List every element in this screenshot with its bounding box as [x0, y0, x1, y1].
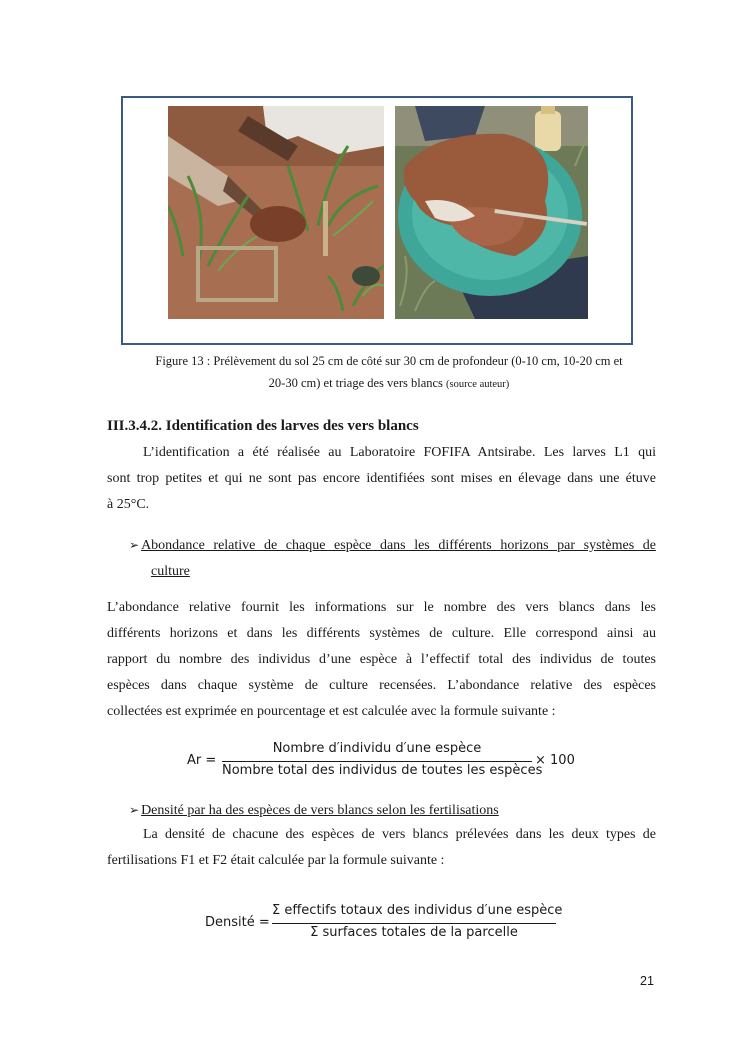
- formula-numerator: Nombre d′individu d′une espèce: [272, 741, 482, 756]
- soil-sorting-image: [395, 106, 588, 319]
- paragraph-line: collectées est exprimée en pourcentage et est calculée avec la formule suivante :: [107, 704, 556, 719]
- paragraph-line: sont trop petites et qui ne sont pas encore identifiées sont mises en élevage dans une étuve: [107, 471, 656, 486]
- bullet-line: [129, 559, 678, 585]
- figure-caption-line1: Figure 13 : Prélèvement du sol 25 cm de côté sur 30 cm de profondeur (0-10 cm, 10-20 cm et: [155, 354, 623, 368]
- paragraph-line: fertilisations F1 et F2 était calculée par la formule suivante :: [107, 853, 445, 868]
- paragraph-density: [107, 822, 656, 874]
- bullet-title: Abondance relative de chaque espèce dans les différents horizons par systèmes de: [141, 538, 656, 553]
- paragraph-line: La densité de chacune des espèces de vers blancs prélevées dans les deux types de: [143, 827, 656, 842]
- formula-denominator: Σ surfaces totales de la parcelle: [310, 925, 518, 940]
- figure-caption-source: (source auteur): [446, 379, 510, 390]
- paragraph-line: espèces dans chaque système de culture recensées. L’abondance relative des espèces: [107, 678, 656, 693]
- paragraph-line: L’identification a été réalisée au Laboratoire FOFIFA Antsirabe. Les larves L1 qui: [143, 445, 656, 460]
- soil-sorting-photo: [395, 106, 588, 319]
- formula-suffix: × 100: [535, 753, 575, 768]
- bullet-title: Densité par ha des espèces de vers blancs selon les fertilisations: [141, 803, 499, 818]
- paragraph-line: rapport du nombre des individus d’une espèce à l’effectif total des individus de toutes: [107, 652, 656, 667]
- bullet-relative-abundance: [129, 532, 656, 585]
- page-number: 21: [640, 974, 654, 988]
- arrow-bullet-icon: ➢: [129, 803, 140, 817]
- soil-sampling-photo: [168, 106, 384, 319]
- formula-numerator: Σ effectifs totaux des individus d′une espèce: [272, 903, 563, 918]
- bullet-title-cont: culture: [151, 564, 190, 579]
- paragraph-identification: [107, 440, 656, 518]
- fraction-bar: [222, 761, 532, 762]
- fraction-bar: [272, 923, 556, 924]
- figure-caption-line2: [121, 372, 657, 396]
- paragraph-line: à 25°C.: [107, 497, 150, 512]
- arrow-bullet-icon: ➢: [129, 538, 140, 552]
- bullet-density: [129, 797, 499, 824]
- section-heading: III.3.4.2. Identification des larves des vers blancs: [107, 418, 419, 434]
- bullet-line: [129, 532, 656, 559]
- paragraph-line: L’abondance relative fournit les informations sur le nombre des vers blancs dans les: [107, 600, 656, 615]
- paragraph-abundance: [107, 595, 656, 725]
- paragraph-line: différents horizons et dans les différents systèmes de culture. Elle correspond ainsi au: [107, 626, 656, 641]
- formula-lhs: Ar =: [187, 753, 217, 768]
- formula-denominator: Nombre total des individus de toutes les espèces: [222, 763, 543, 778]
- figure-caption-text: 20-30 cm) et triage des vers blancs: [268, 376, 443, 390]
- soil-sampling-image: [168, 106, 384, 319]
- formula-lhs: Densité =: [205, 915, 270, 930]
